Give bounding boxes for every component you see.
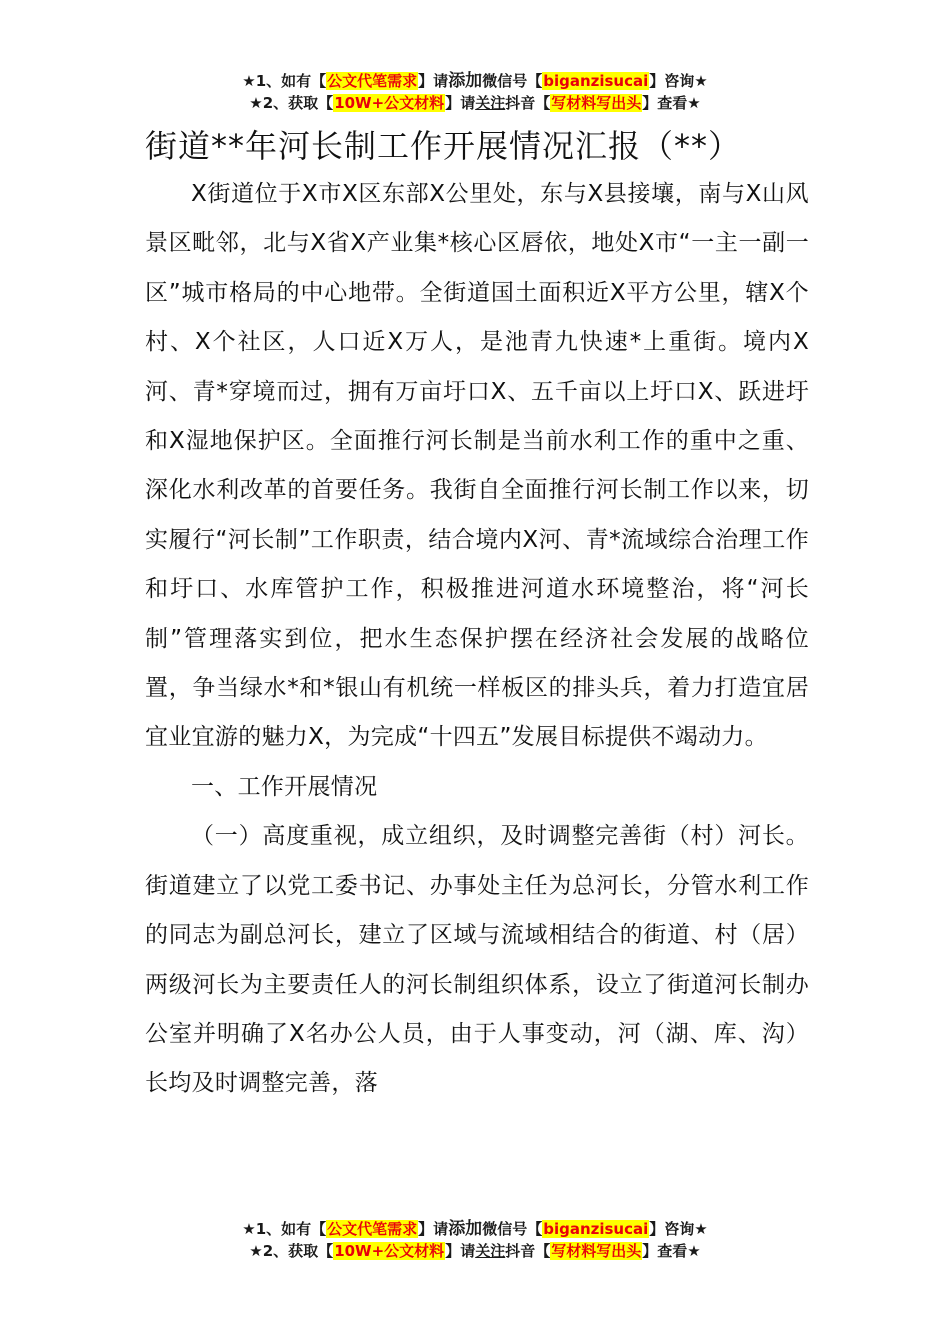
promo-banner-top bbox=[0, 70, 950, 114]
promo-emphasis: 添加 bbox=[448, 1219, 483, 1239]
promo-line-2 bbox=[0, 1240, 950, 1262]
promo-text: 】咨询★ bbox=[649, 1220, 708, 1238]
section-heading: 一、工作开展情况 bbox=[191, 773, 378, 800]
promo-text: 】查看★ bbox=[642, 94, 701, 112]
promo-douyin-id: 写材料写出头 bbox=[551, 1242, 642, 1260]
promo-text: 】请 bbox=[418, 72, 449, 90]
promo-banner-bottom bbox=[0, 1218, 950, 1262]
promo-line-2 bbox=[0, 92, 950, 114]
promo-text: ★2、获取【 bbox=[249, 94, 334, 112]
promo-text: 】查看★ bbox=[642, 1242, 701, 1260]
promo-wechat-id: biganzisucai bbox=[543, 1220, 649, 1238]
promo-text: ★2、获取【 bbox=[249, 1242, 334, 1260]
promo-text: 】咨询★ bbox=[649, 72, 708, 90]
promo-line-1 bbox=[0, 70, 950, 92]
promo-text: ★1、如有【 bbox=[242, 1220, 327, 1238]
promo-emphasis: 添加 bbox=[448, 71, 483, 91]
promo-highlight: 10W+公文材料 bbox=[334, 1242, 445, 1260]
promo-text: 抖音【 bbox=[505, 94, 551, 112]
document-title: 街道**年河长制工作开展情况汇报（**） bbox=[145, 127, 742, 165]
promo-highlight: 公文代笔需求 bbox=[327, 1220, 418, 1238]
promo-text: 】请 bbox=[418, 1220, 449, 1238]
promo-highlight: 公文代笔需求 bbox=[327, 72, 418, 90]
promo-line-1 bbox=[0, 1218, 950, 1240]
promo-text: 微信号【 bbox=[482, 72, 543, 90]
promo-emphasis: 关注 bbox=[475, 94, 506, 112]
promo-text: 】请 bbox=[445, 94, 476, 112]
paragraph-intro: X街道位于X市X区东部X公里处，东与X县接壤，南与X山风景区毗邻，北与X省X产业集*核心区唇依，地处X市“一主一副一区”城市格局的中心地带。全街道国土面积近X平方公里，辖X个村、X个社区，人口近X万人，是池青九快速*上重街。境内X河、青*穿境而过，拥有万亩圩口X、五千亩以上圩口X、跃进圩和X湿地保护区。全面推行河长制是当前水利工作的重中之重、深化水利改革的首要任务。我街自全面推行河长制工作以来，切实履行“河长制”工作职责，结合境内X河、青*流域综合治理工作和圩口、水库管护工作，积极推进河道水环境整治，将“河长制”管理落实到位，把水生态保护摆在经济社会发展的战略位置，争当绿水*和*银山有机统一样板区的排头兵，着力打造宜居宜业宜游的魅力X，为完成“十四五”发展目标提供不竭动力。 bbox=[145, 181, 809, 751]
document-body bbox=[145, 170, 809, 1109]
promo-highlight: 10W+公文材料 bbox=[334, 94, 445, 112]
promo-text: ★1、如有【 bbox=[242, 72, 327, 90]
promo-wechat-id: biganzisucai bbox=[543, 72, 649, 90]
paragraph-subsection-1: （一）高度重视，成立组织，及时调整完善街（村）河长。街道建立了以党工委书记、办事处主任为总河长，分管水利工作的同志为副总河长，建立了区域与流域相结合的街道、村（居）两级河长为主要责任人的河长制组织体系，设立了街道河长制办公室并明确了X名办公人员，由于人事变动，河（湖、库、沟）长均及时调整完善，落 bbox=[145, 823, 809, 1097]
promo-douyin-id: 写材料写出头 bbox=[551, 94, 642, 112]
promo-text: 抖音【 bbox=[505, 1242, 551, 1260]
promo-text: 微信号【 bbox=[482, 1220, 543, 1238]
promo-emphasis: 关注 bbox=[475, 1242, 506, 1260]
promo-text: 】请 bbox=[445, 1242, 476, 1260]
